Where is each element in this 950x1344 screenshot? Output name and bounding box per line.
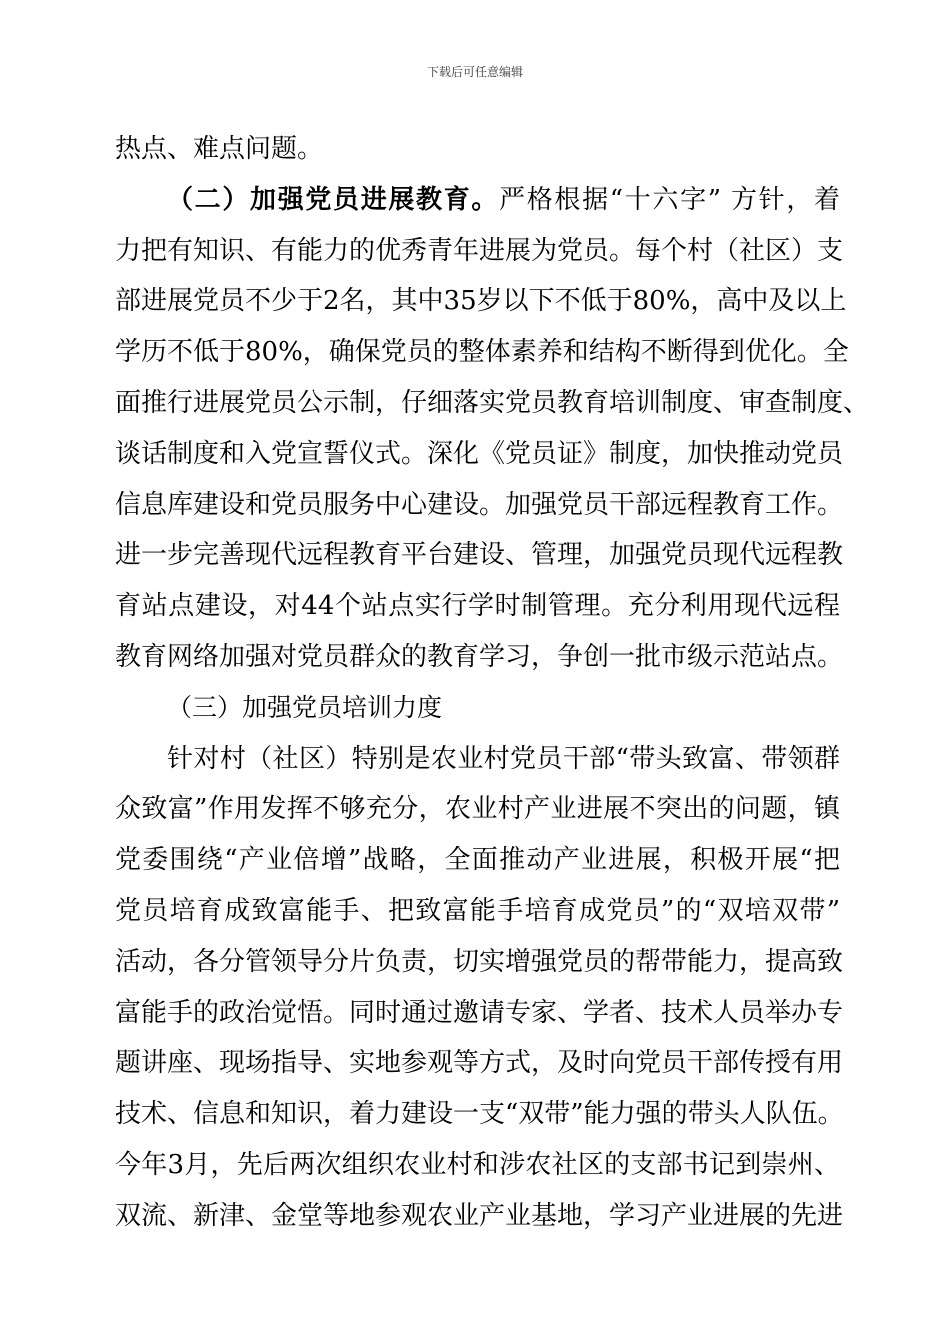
text-line: 今年3月，先后两次组织农业村和涉农社区的支部书记到崇州、 <box>115 1149 840 1180</box>
section-two-lead-text: 严格根据“十六字” 方针，着 <box>499 184 840 215</box>
text-line: 教育网络加强对党员群众的教育学习，争创一批市级示范站点。 <box>115 641 844 672</box>
document-body <box>115 124 870 1242</box>
text-line: 信息库建设和党员服务中心建设。加强党员干部远程教育工作。 <box>115 489 844 520</box>
section-two-heading-line <box>115 175 840 226</box>
text-line: 党员培育成致富能手、把致富能手培育成党员”的“双培双带” <box>115 895 840 926</box>
text-line: 双流、新津、金堂等地参观农业产业基地，学习产业进展的先进 <box>115 1200 844 1231</box>
text-line: 针对村（社区）特别是农业村党员干部“带头致富、带领群 <box>167 743 840 774</box>
text-line: 进一步完善现代远程教育平台建设、管理，加强党员现代远程教 <box>115 540 844 571</box>
text-line: 题讲座、现场指导、实地参观等方式，及时向党员干部传授有用 <box>115 1048 844 1079</box>
text-line: 力把有知识、有能力的优秀青年进展为党员。每个村（社区）支 <box>115 235 844 266</box>
page-header: 下载后可任意编辑 <box>426 65 523 79</box>
text-line: 面推行进展党员公示制，仔细落实党员教育培训制度、审查制度、 <box>115 387 870 418</box>
text-line: 学历不低于80%，确保党员的整体素养和结构不断得到优化。全 <box>115 337 849 368</box>
text-line: 众致富”作用发挥不够充分，农业村产业进展不突出的问题，镇 <box>115 794 840 825</box>
text-line: 活动，各分管领导分片负责，切实增强党员的帮带能力，提高致 <box>115 946 844 977</box>
text-line: 部进展党员不少于2名，其中35岁以下不低于80%，高中及以上 <box>115 286 847 317</box>
text-line: 谈话制度和入党宣誓仪式。深化《党员证》制度，加快推动党员 <box>115 438 844 469</box>
section-three-heading: （三）加强党员培训力度 <box>167 692 443 722</box>
text-line: 育站点建设，对44个站点实行学时制管理。充分利用现代远程 <box>115 591 840 622</box>
section-two-title: （二）加强党员进展教育。 <box>167 184 500 215</box>
text-line: 热点、难点问题。 <box>115 134 324 164</box>
text-line: 富能手的政治觉悟。同时通过邀请专家、学者、技术人员举办专 <box>115 997 844 1028</box>
text-line: 党委围绕“产业倍增”战略，全面推动产业进展，积极开展“把 <box>115 845 840 876</box>
text-line: 技术、信息和知识，着力建设一支“双带”能力强的带头人队伍。 <box>115 1099 844 1130</box>
